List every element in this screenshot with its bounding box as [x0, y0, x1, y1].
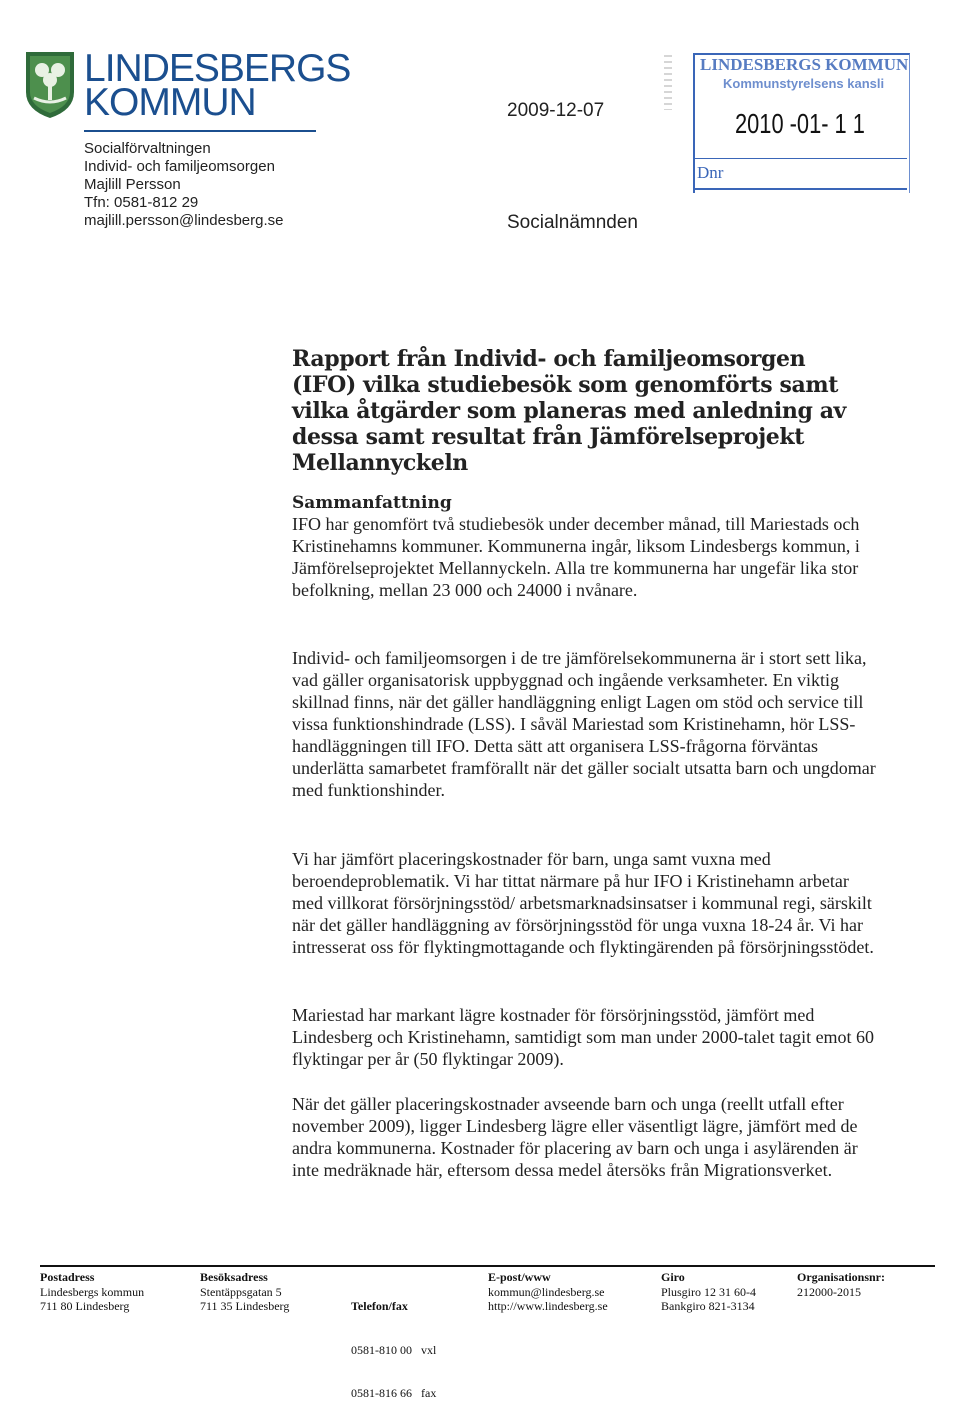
footer-line: Lindesbergs kommun [40, 1284, 145, 1299]
paragraph-1 [292, 513, 882, 601]
document-date: 2009-12-07 [507, 100, 605, 121]
sender-phone: Tfn: 0581-812 29 [84, 194, 199, 211]
footer-postadress [40, 1270, 144, 1314]
summary-heading: Sammanfattning [292, 493, 452, 513]
footer-line: 212000-2015 [797, 1284, 861, 1299]
paragraph-text: Vi har jämfört placeringskostnader för barn, unga samt vuxna med beroendeproblematik. Vi har tittat närmare på hur IFO i Kristinehamn arbetar med villkorat försörjningsstöd/ arbetsmarknadsinsatser i kommunal regi, särskilt när det gäller handläggning av försörjningsstöd för unga vuxna 18-24 år. Vi har intresserat oss för flyktingmottagande och flyktingärenden på försörjningsstödet. [292, 849, 874, 957]
document-title: Rapport från Individ- och familjeomsorgen (IFO) vilka studiebesök som genomförts samt vilka åtgärder som planeras med anledning av dessa samt resultat från Jämförelseprojekt Mellannyckeln [292, 346, 846, 476]
logo-divider [84, 130, 316, 132]
paragraph-4 [292, 1004, 882, 1070]
paragraph-5 [292, 1093, 882, 1181]
footer-giro [661, 1270, 756, 1314]
municipality-logo-icon [22, 48, 78, 120]
footer-label: Besöksadress [200, 1270, 268, 1284]
footer-label: Postadress [40, 1270, 95, 1284]
footer-label: Telefon/fax [351, 1299, 408, 1313]
footer-line: 0581-816 66 fax [351, 1386, 437, 1400]
stamp-divider [693, 158, 907, 159]
stamp-title: LINDESBERGS KOMMUN [700, 55, 909, 74]
footer-line: Plusgiro 12 31 60-4 [661, 1284, 757, 1299]
scan-artifact [664, 55, 672, 110]
sender-block [84, 140, 283, 230]
recipient: Socialnämnden [507, 212, 638, 233]
footer-telefon [351, 1270, 436, 1415]
sender-unit: Individ- och familjeomsorgen [84, 158, 275, 175]
sender-name: Majlill Persson [84, 176, 181, 193]
footer-line: 711 35 Lindesberg [200, 1299, 290, 1313]
footer-divider [40, 1265, 935, 1267]
stamp-dnr-label: Dnr [697, 163, 724, 182]
footer-line: 0581-810 00 vxl [351, 1342, 437, 1357]
footer-org [797, 1270, 885, 1299]
paragraph-text: IFO har genomfört två studiebesök under december månad, till Mariestads och Kristinehamns kommuner. Kommunerna ingår, liksom Lindesbergs kommun, i Jämförelseprojektet Mellannyckeln. Alla tre kommunerna har ungefär lika stor befolkning, mellan 23 000 och 24000 i nvånare. [292, 514, 860, 600]
footer-besoksadress [200, 1270, 289, 1314]
paragraph-text: När det gäller placeringskostnader avseende barn och unga (reellt utfall efter november 2009), ligger Lindesberg lägre eller väsentligt lägre, jämfört med de andra kommunerna. Kostnader för placering av barn och unga i asylärenden är inte medräknade här, eftersom dessa medel återsöks från Migrationsverket. [292, 1094, 858, 1180]
footer-line: Bankgiro 821-3134 [661, 1299, 755, 1313]
footer-line: 711 80 Lindesberg [40, 1299, 130, 1313]
footer-label: E-post/www [488, 1270, 551, 1284]
paragraph-text: Individ- och familjeomsorgen i de tre jämförelsekommunerna är i stort sett lika, vad gäller organisatorisk uppbyggnad och ingående verksamheter. En viktig skillnad finns, när det gäller handläggning enligt Lagen om stöd och service till vissa funktionshindrade (LSS). I såväl Mariestad som Kristinehamn, hör LSS-handläggningen till IFO. Detta sätt att organisera LSS-frågorna förväntas underlätta samarbetet framförallt när det gäller socialt utsatta barn och ungdomar med funktionshinder. [292, 648, 876, 800]
sender-department: Socialförvaltningen [84, 140, 211, 157]
logo-wordmark [84, 47, 351, 124]
footer-email-link[interactable]: kommun@lindesberg.se [488, 1284, 605, 1299]
footer-web-link[interactable]: http://www.lindesberg.se [488, 1299, 608, 1313]
footer-label: Giro [661, 1270, 685, 1284]
logo-line-2: KOMMUN [84, 81, 256, 124]
footer-label: Organisationsnr: [797, 1270, 886, 1284]
paragraph-2 [292, 647, 882, 801]
paragraph-3 [292, 848, 882, 958]
stamp-bottom-border [693, 188, 907, 190]
paragraph-text: Mariestad har markant lägre kostnader för försörjningsstöd, jämfört med Lindesberg och Kristinehamn, samtidigt som man under 2000-talet tagit emot 60 flyktingar per år (50 flyktingar 2009). [292, 1005, 875, 1069]
footer-epost [488, 1270, 608, 1314]
stamp-date: 2010 -01- 1 1 [735, 108, 865, 139]
footer-line: Stentäppsgatan 5 [200, 1284, 282, 1299]
stamp-subtitle: Kommunstyrelsens kansli [723, 76, 885, 91]
logo-line-1: LINDESBERGS [84, 47, 351, 90]
sender-email: majlill.persson@lindesberg.se [84, 212, 284, 229]
